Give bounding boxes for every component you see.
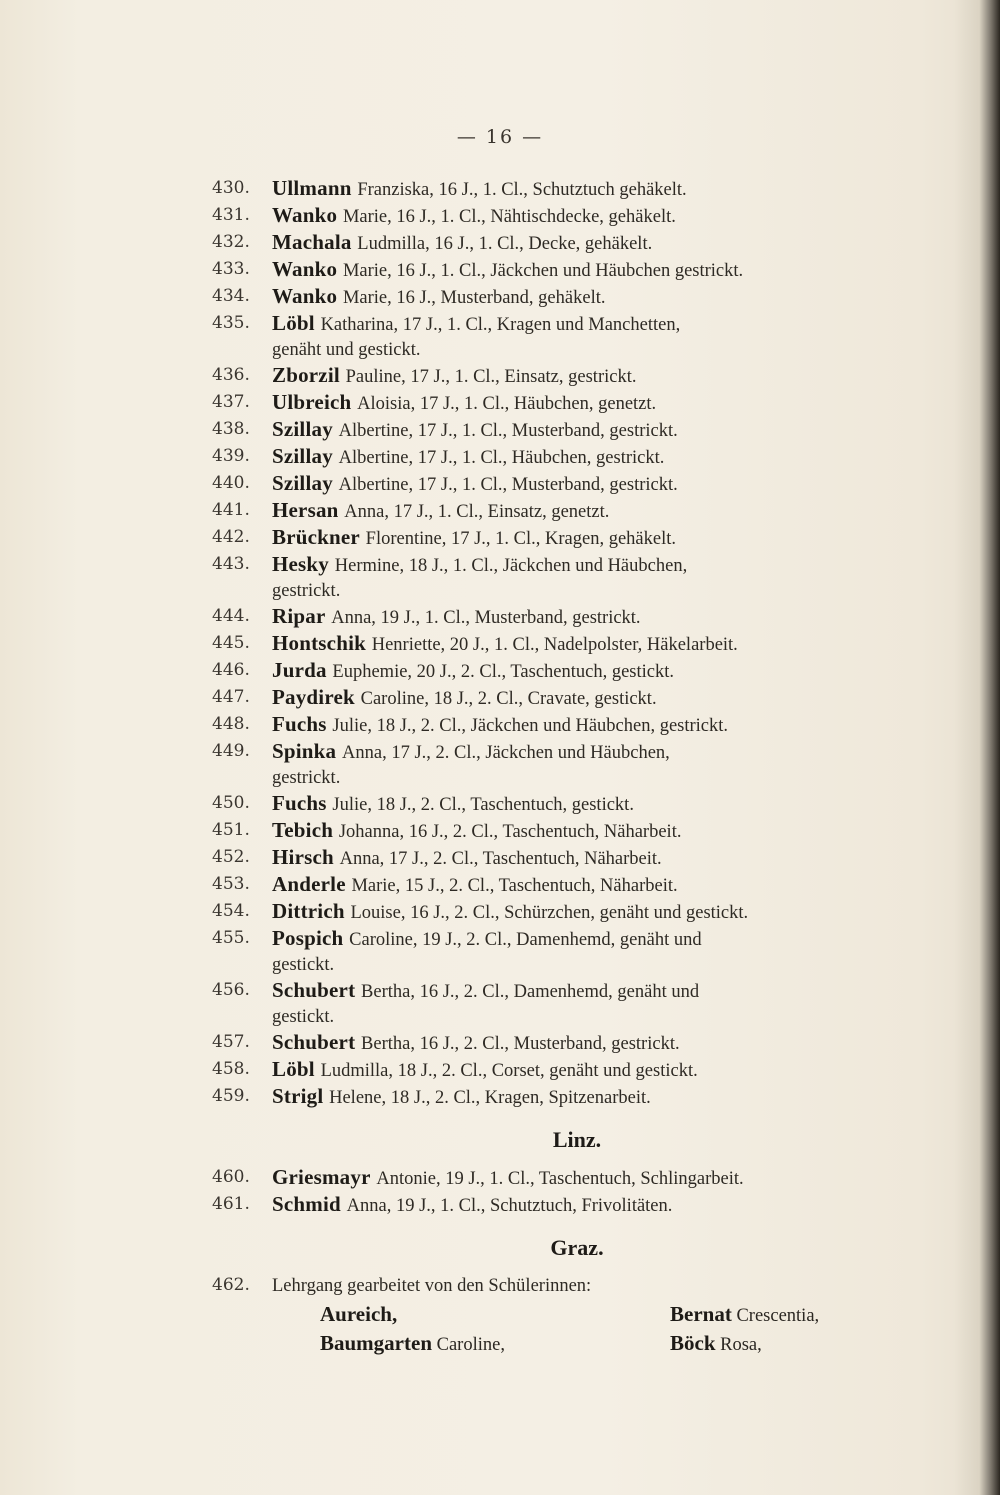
list-item	[212, 1084, 882, 1111]
entry-surname: Szillay	[272, 444, 333, 468]
entry-number: 451.	[212, 820, 250, 840]
entry-surname: Pospich	[272, 926, 344, 950]
entry-number: 448.	[212, 714, 250, 734]
list-item	[212, 685, 882, 712]
entry-number: 444.	[212, 606, 250, 626]
entry-surname: Tebich	[272, 818, 334, 842]
entry-details: Florentine, 17 J., 1. Cl., Kragen, gehäkelt.	[365, 529, 676, 549]
list-item	[212, 552, 882, 604]
entry-number: 440.	[212, 473, 250, 493]
list-item	[212, 363, 882, 390]
student-names-grid	[212, 1301, 882, 1359]
entry-surname: Hirsch	[272, 845, 334, 869]
student-surname: Bernat	[670, 1302, 732, 1326]
entry-details: Katharina, 17 J., 1. Cl., Kragen und Manchetten,	[320, 315, 681, 335]
entry-surname: Hesky	[272, 552, 330, 576]
page-number: — 16 —	[456, 126, 544, 148]
entry-surname: Fuchs	[272, 791, 327, 815]
list-item	[212, 1165, 882, 1192]
entry-number: 456.	[212, 980, 250, 1000]
student-surname: Aureich,	[320, 1302, 398, 1326]
entry-details: Anna, 17 J., 1. Cl., Einsatz, genetzt.	[344, 502, 610, 522]
entry-number: 458.	[212, 1059, 250, 1079]
entry-number: 442.	[212, 527, 250, 547]
entry-number: 450.	[212, 793, 250, 813]
entry-number: 441.	[212, 500, 250, 520]
entry-number: 454.	[212, 901, 250, 921]
student-name	[320, 1301, 620, 1330]
student-name	[320, 1330, 620, 1359]
entry-surname: Spinka	[272, 739, 337, 763]
list-item	[212, 1273, 882, 1299]
entry-surname: Zborzil	[272, 363, 340, 387]
entry-details: Albertine, 17 J., 1. Cl., Musterband, gestrickt.	[338, 421, 678, 441]
entry-number: 459.	[212, 1086, 250, 1106]
entry-details: Marie, 16 J., Musterband, gehäkelt.	[342, 288, 606, 308]
list-item	[212, 658, 882, 685]
entry-surname: Schubert	[272, 1030, 356, 1054]
entry-surname: Brückner	[272, 525, 360, 549]
list-item	[212, 604, 882, 631]
entry-details: Bertha, 16 J., 2. Cl., Musterband, gestrickt.	[361, 1034, 680, 1054]
entry-details: Helene, 18 J., 2. Cl., Kragen, Spitzenarbeit.	[329, 1088, 651, 1108]
entry-details: Albertine, 17 J., 1. Cl., Musterband, gestrickt.	[338, 475, 678, 495]
student-firstname: Caroline,	[436, 1335, 505, 1355]
entry-details: Caroline, 19 J., 2. Cl., Damenhemd, genäht und	[349, 930, 702, 950]
entry-details: Euphemie, 20 J., 2. Cl., Taschentuch, gestickt.	[332, 662, 675, 682]
entry-surname: Dittrich	[272, 899, 345, 923]
list-item	[212, 176, 882, 203]
entry-continuation: gestickt.	[272, 1007, 335, 1027]
entries-list	[212, 176, 882, 1359]
list-item	[212, 739, 882, 791]
entry-details: Anna, 19 J., 1. Cl., Schutztuch, Frivolitäten.	[346, 1196, 673, 1216]
entry-surname: Strigl	[272, 1084, 324, 1108]
entry-continuation: gestrickt.	[272, 768, 341, 788]
entry-text: Lehrgang gearbeitet von den Schülerinnen:	[272, 1276, 592, 1296]
list-item	[212, 845, 882, 872]
entry-details: Anna, 19 J., 1. Cl., Musterband, gestrickt.	[331, 608, 641, 628]
entry-surname: Jurda	[272, 658, 327, 682]
entry-number: 431.	[212, 205, 250, 225]
list-item	[212, 791, 882, 818]
entry-number: 430.	[212, 178, 250, 198]
student-name	[670, 1330, 970, 1359]
student-firstname: Crescentia,	[736, 1306, 820, 1326]
entry-details: Louise, 16 J., 2. Cl., Schürzchen, genäht und gestickt.	[350, 903, 749, 923]
entry-details: Pauline, 17 J., 1. Cl., Einsatz, gestrickt.	[345, 367, 637, 387]
entry-number: 433.	[212, 259, 250, 279]
entry-number: 443.	[212, 554, 250, 574]
entry-details: Franziska, 16 J., 1. Cl., Schutztuch gehäkelt.	[357, 180, 687, 200]
entry-details: Marie, 16 J., 1. Cl., Nähtischdecke, gehäkelt.	[342, 207, 676, 227]
entry-details: Anna, 17 J., 2. Cl., Jäckchen und Häubchen,	[342, 743, 670, 763]
entry-surname: Griesmayr	[272, 1165, 371, 1189]
entry-continuation: gestickt.	[272, 955, 335, 975]
list-item	[212, 525, 882, 552]
student-surname: Baumgarten	[320, 1331, 432, 1355]
entry-surname: Schmid	[272, 1192, 341, 1216]
entry-number: 460.	[212, 1167, 250, 1187]
list-item	[212, 230, 882, 257]
entries-group-vienna	[212, 176, 882, 1111]
list-item	[212, 926, 882, 978]
entry-details: Johanna, 16 J., 2. Cl., Taschentuch, Näharbeit.	[338, 822, 682, 842]
list-item	[212, 284, 882, 311]
student-firstname: Rosa,	[720, 1335, 762, 1355]
entry-surname: Ullmann	[272, 176, 352, 200]
list-item	[212, 818, 882, 845]
entry-details: Aloisia, 17 J., 1. Cl., Häubchen, genetzt.	[357, 394, 657, 414]
entry-number: 462.	[212, 1275, 250, 1295]
entry-details: Bertha, 16 J., 2. Cl., Damenhemd, genäht und	[361, 982, 700, 1002]
list-item	[212, 311, 882, 363]
entry-surname: Löbl	[272, 311, 315, 335]
list-item	[212, 390, 882, 417]
entry-surname: Szillay	[272, 417, 333, 441]
entry-details: Caroline, 18 J., 2. Cl., Cravate, gestickt.	[360, 689, 657, 709]
entry-number: 432.	[212, 232, 250, 252]
list-item	[212, 872, 882, 899]
entry-number: 452.	[212, 847, 250, 867]
entry-number: 436.	[212, 365, 250, 385]
entry-number: 435.	[212, 313, 250, 333]
entry-surname: Szillay	[272, 471, 333, 495]
student-surname: Böck	[670, 1331, 716, 1355]
list-item	[212, 471, 882, 498]
entry-details: Ludmilla, 16 J., 1. Cl., Decke, gehäkelt.	[357, 234, 653, 254]
entry-number: 447.	[212, 687, 250, 707]
entry-surname: Löbl	[272, 1057, 315, 1081]
entry-continuation: gestrickt.	[272, 581, 341, 601]
entry-details: Marie, 15 J., 2. Cl., Taschentuch, Näharbeit.	[351, 876, 678, 896]
entry-details: Julie, 18 J., 2. Cl., Jäckchen und Häubchen, gestrickt.	[332, 716, 729, 736]
entry-details: Marie, 16 J., 1. Cl., Jäckchen und Häubchen gestrickt.	[342, 261, 744, 281]
binding-edge-shadow	[954, 0, 1000, 1495]
entry-number: 461.	[212, 1194, 250, 1214]
entry-surname: Ulbreich	[272, 390, 352, 414]
entry-details: Henriette, 20 J., 1. Cl., Nadelpolster, Häkelarbeit.	[371, 635, 738, 655]
entry-details: Albertine, 17 J., 1. Cl., Häubchen, gestrickt.	[338, 448, 665, 468]
entry-surname: Paydirek	[272, 685, 355, 709]
list-item	[212, 444, 882, 471]
entry-number: 449.	[212, 741, 250, 761]
entry-surname: Hersan	[272, 498, 339, 522]
list-item	[212, 417, 882, 444]
entry-number: 434.	[212, 286, 250, 306]
entry-details: Hermine, 18 J., 1. Cl., Jäckchen und Häubchen,	[334, 556, 688, 576]
entry-number: 446.	[212, 660, 250, 680]
student-name	[670, 1301, 970, 1330]
entry-surname: Hontschik	[272, 631, 366, 655]
entry-details: Antonie, 19 J., 1. Cl., Taschentuch, Schlingarbeit.	[376, 1169, 744, 1189]
entry-surname: Ripar	[272, 604, 326, 628]
list-item	[212, 257, 882, 284]
entry-surname: Anderle	[272, 872, 346, 896]
list-item	[212, 712, 882, 739]
section-heading-linz: Linz.	[552, 1127, 602, 1152]
entry-number: 445.	[212, 633, 250, 653]
entry-surname: Machala	[272, 230, 352, 254]
entry-number: 457.	[212, 1032, 250, 1052]
list-item	[212, 1192, 882, 1219]
entry-number: 439.	[212, 446, 250, 466]
section-heading-graz: Graz.	[550, 1235, 604, 1260]
entry-surname: Wanko	[272, 284, 338, 308]
entry-number: 453.	[212, 874, 250, 894]
entries-group-linz	[212, 1165, 882, 1219]
entry-surname: Fuchs	[272, 712, 327, 736]
list-item	[212, 899, 882, 926]
list-item	[212, 1057, 882, 1084]
entry-details: Julie, 18 J., 2. Cl., Taschentuch, gestickt.	[332, 795, 634, 815]
entry-number: 438.	[212, 419, 250, 439]
entry-surname: Wanko	[272, 203, 338, 227]
entry-continuation: genäht und gestickt.	[272, 340, 421, 360]
entry-details: Ludmilla, 18 J., 2. Cl., Corset, genäht und gestickt.	[320, 1061, 698, 1081]
entry-details: Anna, 17 J., 2. Cl., Taschentuch, Näharbeit.	[339, 849, 662, 869]
list-item	[212, 203, 882, 230]
list-item	[212, 631, 882, 658]
entry-surname: Wanko	[272, 257, 338, 281]
entry-surname: Schubert	[272, 978, 356, 1002]
entry-number: 455.	[212, 928, 250, 948]
list-item	[212, 978, 882, 1030]
list-item	[212, 1030, 882, 1057]
entry-number: 437.	[212, 392, 250, 412]
list-item	[212, 498, 882, 525]
